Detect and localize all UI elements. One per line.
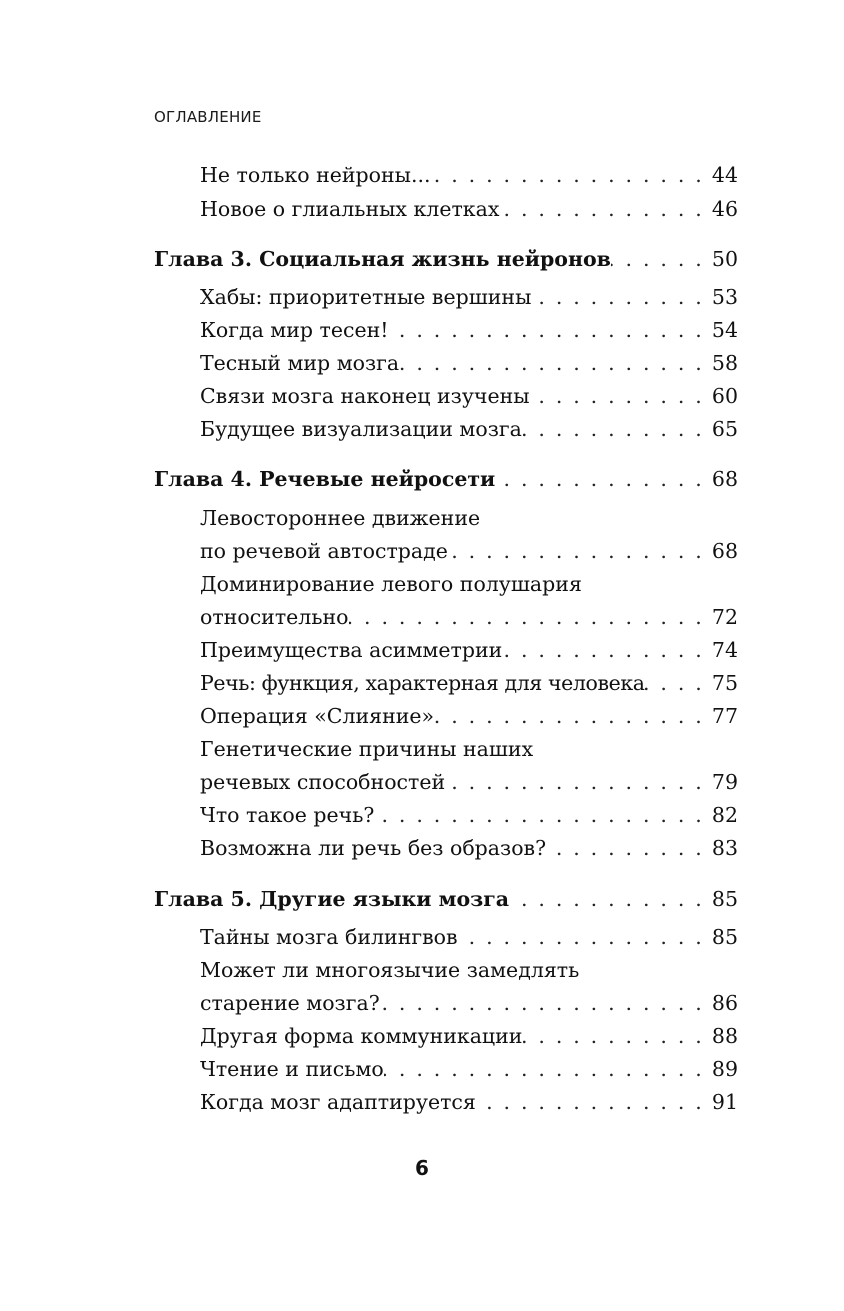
toc-entry-title: Тесный мир мозга — [200, 351, 400, 375]
dot-leader — [389, 315, 708, 345]
toc-entry-page: 54 — [711, 318, 738, 342]
toc-entry-title: Что такое речь? — [200, 803, 375, 827]
toc-entry-title: Связи мозга наконец изучены — [200, 384, 530, 408]
toc-entry — [200, 602, 738, 632]
toc-entry — [200, 635, 738, 665]
toc-entry-title: Другая форма коммуникации — [200, 1024, 523, 1048]
toc-entry-title: относительно — [200, 605, 349, 629]
dot-leader — [546, 833, 708, 863]
toc-entry — [200, 1087, 738, 1117]
toc-entry-page: 74 — [711, 638, 738, 662]
toc-entry-page: 68 — [711, 539, 738, 563]
toc-entry-page: 85 — [711, 925, 738, 949]
toc-chapter-title: Глава 3. Социальная жизнь нейронов — [154, 247, 611, 271]
toc-entry-page: 53 — [711, 285, 738, 309]
toc-entry — [200, 988, 738, 1018]
toc-entry — [200, 160, 738, 190]
toc-chapter — [154, 244, 738, 274]
toc-entry-page: 60 — [711, 384, 738, 408]
toc-entry-title: Операция «Слияние» — [200, 704, 435, 728]
dot-leader — [431, 160, 708, 190]
dot-leader — [380, 988, 708, 1018]
toc-chapter — [154, 884, 738, 914]
toc-entry — [200, 701, 738, 731]
toc-entry — [200, 800, 738, 830]
toc-entry-title: Преимущества асимметрии — [200, 638, 503, 662]
toc-entry — [200, 767, 738, 797]
toc-entry-title: Новое о глиальных клетках — [200, 197, 500, 221]
toc-entry-page: 58 — [711, 351, 738, 375]
dot-leader — [399, 348, 708, 378]
toc-entry-title: Будущее визуализации мозга — [200, 417, 522, 441]
toc-entry — [200, 348, 738, 378]
toc-entry-title: Может ли многоязычие замедлять — [200, 958, 580, 982]
table-of-contents — [154, 0, 738, 1311]
toc-entry — [200, 414, 738, 444]
toc-chapter-page: 68 — [711, 467, 738, 491]
dot-leader — [531, 282, 708, 312]
toc-entry — [200, 194, 738, 224]
toc-entry-title: Тайны мозга билингвов — [200, 925, 458, 949]
toc-entry-page: 79 — [711, 770, 738, 794]
toc-entry-title: Когда мир тесен! — [200, 318, 389, 342]
dot-leader — [458, 922, 708, 952]
toc-entry-title: старение мозга? — [200, 991, 380, 1015]
toc-chapter-title: Глава 4. Речевые нейросети — [154, 467, 496, 491]
dot-leader — [611, 244, 708, 274]
toc-entry-page: 75 — [711, 671, 738, 695]
toc-entry-page: 46 — [711, 197, 738, 221]
toc-chapter-page: 50 — [711, 247, 738, 271]
toc-entry-page: 89 — [711, 1057, 738, 1081]
toc-chapter-page: 85 — [711, 887, 738, 911]
dot-leader — [448, 536, 708, 566]
dot-leader — [495, 464, 708, 494]
dot-leader — [530, 381, 708, 411]
toc-entry-page: 77 — [711, 704, 738, 728]
dot-leader — [502, 635, 708, 665]
toc-entry-title: речевых способностей — [200, 770, 446, 794]
toc-entry-line1 — [200, 503, 738, 533]
dot-leader — [445, 767, 708, 797]
toc-chapter-title: Глава 5. Другие языки мозга — [154, 887, 510, 911]
toc-entry-title: Генетические причины наших — [200, 737, 534, 761]
toc-entry-line1 — [200, 569, 738, 599]
dot-leader — [499, 194, 708, 224]
toc-entry-page: 91 — [711, 1090, 738, 1114]
dot-leader — [522, 414, 708, 444]
toc-entry — [200, 668, 738, 698]
toc-entry-title: по речевой автостраде — [200, 539, 448, 563]
dot-leader — [374, 800, 708, 830]
toc-entry-title: Речь: функция, характерная для человека — [200, 671, 645, 695]
toc-chapter — [154, 464, 738, 494]
toc-entry-page: 83 — [711, 836, 738, 860]
toc-entry — [200, 282, 738, 312]
toc-entry — [200, 833, 738, 863]
toc-entry-title: Чтение и письмо — [200, 1057, 384, 1081]
toc-entry-title: Не только нейроны... — [200, 163, 431, 187]
toc-entry — [200, 1054, 738, 1084]
running-header: ОГЛАВЛЕНИЕ — [154, 108, 262, 126]
toc-entry-title: Доминирование левого полушария — [200, 572, 582, 596]
toc-entry-page: 82 — [711, 803, 738, 827]
toc-entry — [200, 381, 738, 411]
dot-leader — [522, 1021, 708, 1051]
toc-entry — [200, 315, 738, 345]
toc-entry — [200, 922, 738, 952]
toc-entry-page: 72 — [711, 605, 738, 629]
toc-entry-title: Левостороннее движение — [200, 506, 481, 530]
toc-entry-page: 44 — [711, 163, 738, 187]
toc-entry-title: Возможна ли речь без образов? — [200, 836, 547, 860]
dot-leader — [509, 884, 708, 914]
toc-entry — [200, 1021, 738, 1051]
dot-leader — [645, 668, 708, 698]
dot-leader — [384, 1054, 708, 1084]
toc-entry-line1 — [200, 734, 738, 764]
toc-entry-title: Хабы: приоритетные вершины — [200, 285, 532, 309]
toc-entry-page: 86 — [711, 991, 738, 1015]
toc-entry-title: Когда мозг адаптируется — [200, 1090, 476, 1114]
page-number: 6 — [415, 1156, 429, 1180]
toc-entry-page: 88 — [711, 1024, 738, 1048]
dot-leader — [349, 602, 709, 632]
toc-entry-page: 65 — [711, 417, 738, 441]
dot-leader — [434, 701, 708, 731]
toc-entry-line1 — [200, 955, 738, 985]
dot-leader — [476, 1087, 708, 1117]
toc-entry — [200, 536, 738, 566]
